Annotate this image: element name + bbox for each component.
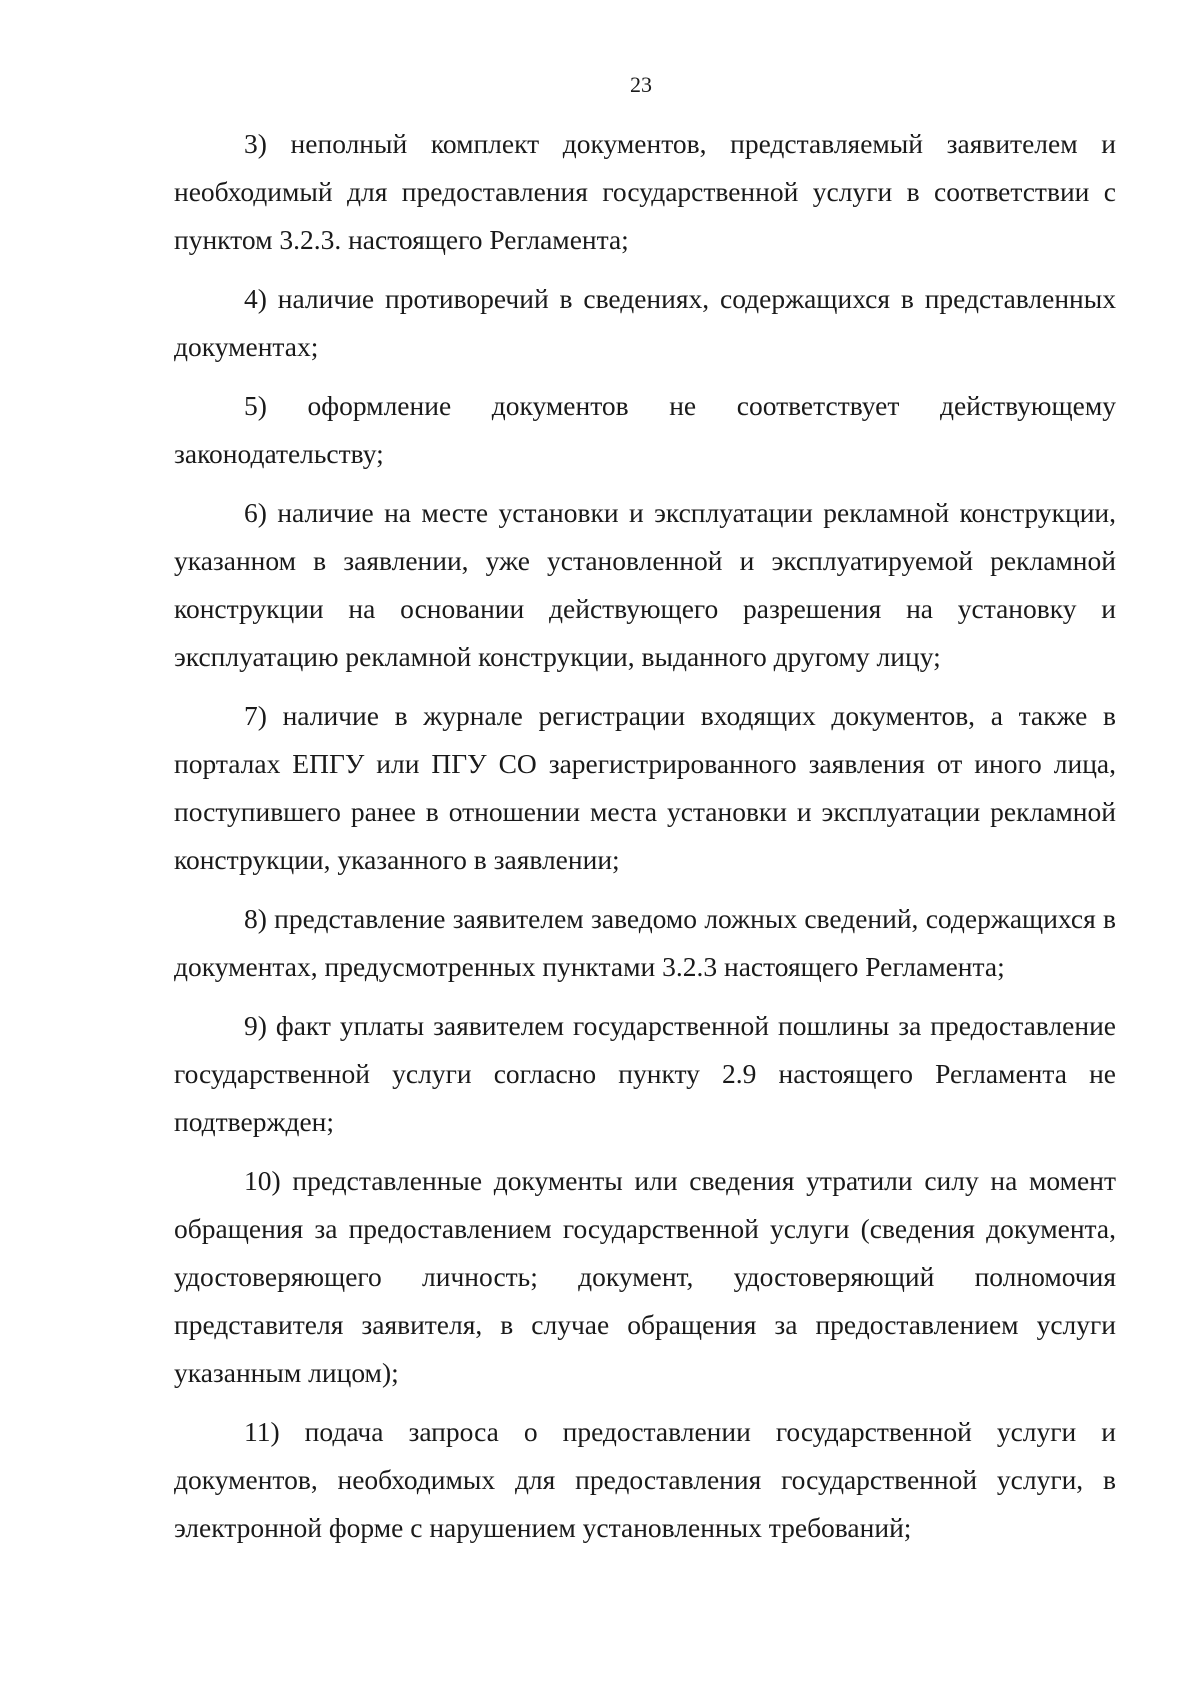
list-item-9: 9) факт уплаты заявителем государственной пошлины за предоставление государственной услуги согласно пункту 2.9 настоящего Регламента не подтвержден; <box>174 1010 1116 1137</box>
list-item-4: 4) наличие противоречий в сведениях, содержащихся в представленных документах; <box>174 283 1116 362</box>
list-item-7: 7) наличие в журнале регистрации входящих документов, а также в порталах ЕПГУ или ПГУ СО зарегистрированного заявления от иного лица, поступившего ранее в отношении места установки и эксплуатации рекламной конструкции, указанного в заявлении; <box>174 700 1116 875</box>
list-item-11: 11) подача запроса о предоставлении государственной услуги и документов, необходимых для предоставления государственной услуги, в электронной форме с нарушением установленных требований; <box>174 1416 1116 1543</box>
list-item-5: 5) оформление документов не соответствует действующему законодательству; <box>174 390 1116 469</box>
page-number: 23 <box>630 72 652 97</box>
list-item-10: 10) представленные документы или сведения утратили силу на момент обращения за предоставлением государственной услуги (сведения документа, удостоверяющего личность; документ, удостоверяющий полномочия представителя заявителя, в случае обращения за предоставлением услуги указанным лицом); <box>174 1165 1116 1388</box>
list-item-6: 6) наличие на месте установки и эксплуатации рекламной конструкции, указанном в заявлении, уже установленной и эксплуатируемой рекламной конструкции на основании действующего разрешения на установку и эксплуатацию рекламной конструкции, выданного другому лицу; <box>174 497 1116 672</box>
list-item-8: 8) представление заявителем заведомо ложных сведений, содержащихся в документах, предусмотренных пунктами 3.2.3 настоящего Регламента; <box>174 903 1116 982</box>
document-body <box>174 120 1116 1563</box>
list-item-3: 3) неполный комплект документов, представляемый заявителем и необходимый для предоставления государственной услуги в соответствии с пунктом 3.2.3. настоящего Регламента; <box>174 128 1116 255</box>
